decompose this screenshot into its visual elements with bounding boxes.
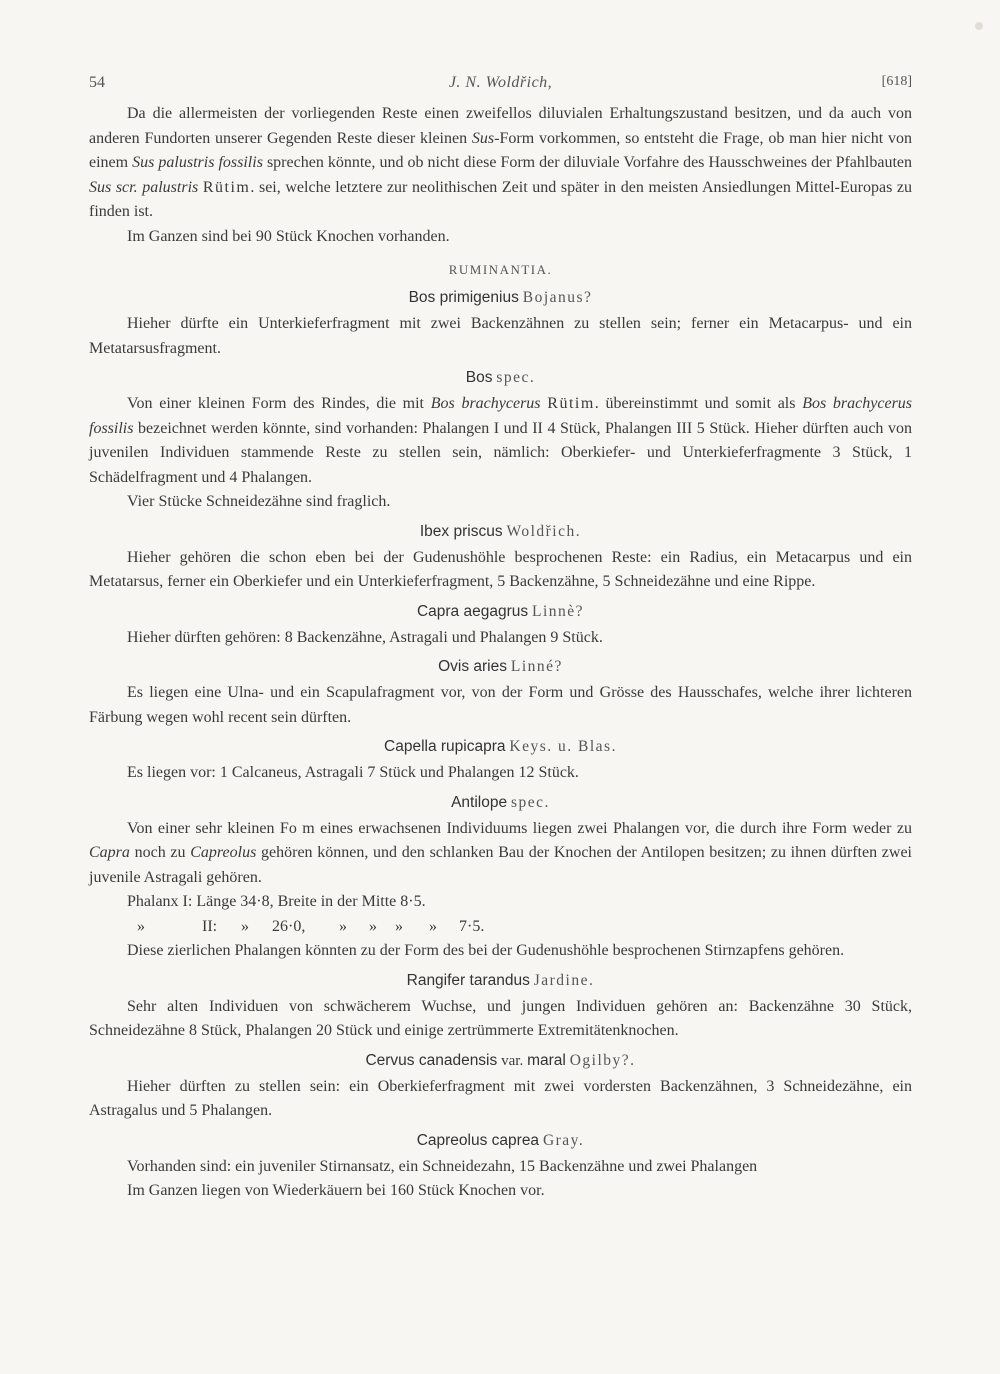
- antilope-text: Von einer sehr kleinen Fo m eines erwachsenen Individuums liegen zwei Phalangen vor, die durch ihre Form weder zu Capra noch zu Capreolus gehören können, und den schlanken Bau der Knochen der Antilopen besitzen; zu ihnen dürften zwei juvenile Astragali gehören.: [89, 819, 913, 886]
- measurement-row: [89, 915, 912, 940]
- species-heading-capreolus: Capreolus caprea Gray.: [416, 1131, 585, 1149]
- intro-total: Im Ganzen sind bei 90 Stück Knochen vorhanden.: [127, 227, 450, 245]
- ruminant-total: Im Ganzen liegen von Wiederkäuern bei 160 Stück Knochen vor.: [127, 1182, 545, 1199]
- measurement-cell: »: [395, 917, 403, 935]
- species-heading-capra: Capra aegagrus Linnè?: [416, 602, 585, 620]
- cervus-text: Hieher dürften zu stellen sein: ein Oberkieferfragment mit zwei vordersten Backenzähnen, 3 Schneidezähne, ein Astragalus und 5 Phalangen.: [89, 1077, 912, 1119]
- species-heading-ovis: Ovis aries Linné?: [438, 658, 563, 675]
- measurement-cell: »: [339, 917, 347, 935]
- antilope-note: Diese zierlichen Phalangen könnten zu der Form des bei der Gudenushöhle besprochenen Stirnzapfens gehören.: [127, 942, 845, 959]
- measurement-table: [89, 890, 912, 939]
- ibex-text: Hieher gehören die schon eben bei der Gudenushöhle besprochenen Reste: ein Radius, ein Metacarpus und ein Metatarsus, ferner ein Oberkiefer und ein Unterkieferfragment, 5 Backenzähne, 5 Schneidezähne und eine Rippe.: [89, 548, 912, 590]
- species-heading-rangifer: Rangifer tarandus Jardine.: [406, 971, 595, 989]
- running-header: [89, 74, 912, 102]
- measurement-cell: II:: [202, 917, 218, 935]
- document-page: [89, 74, 912, 1204]
- paper-speck: [975, 22, 983, 30]
- measurement-cell: »: [429, 917, 437, 935]
- species-heading-bos-spec: Bos spec.: [465, 369, 536, 386]
- measurement-row: [89, 890, 912, 915]
- bos-spec-note: Vier Stücke Schneidezähne sind fraglich.: [127, 493, 391, 510]
- species-heading-bos-primigenius: Bos primigenius Bojanus?: [408, 289, 593, 306]
- intro-paragraph: Da die allermeisten der vorliegenden Reste einen zweifellos diluvialen Erhaltungszustand besitzen, und da auch von anderen Fundorten unserer Gegenden Reste dieser kleinen Sus-Form vorkommen, so entsteht die Frage, ob man hier nicht von einem Sus palustris fossilis sprechen könnte, und ob nicht diese Form der diluviale Vorfahre des Hausschweines der Pfahlbauten Sus scr. palustris Rütim. sei, welche letztere zur neolithischen Zeit und später in den meisten Ansiedlungen Mittel-Europas zu finden ist.: [89, 105, 913, 220]
- rangifer-text: Sehr alten Individuen von schwächerem Wuchse, und jungen Individuen gehören an: Backenzähne 30 Stück, Schneidezähne 8 Stück, Phalangen 20 Stück und einige zertrümmerte Extremitätenknochen.: [89, 997, 912, 1039]
- bos-primigenius-text: Hieher dürfte ein Unterkieferfragment mit zwei Backenzähnen zu stellen sein; ferner ein Metacarpus- und ein Metatarsusfragment.: [89, 315, 912, 357]
- page-reference: [618]: [881, 74, 912, 89]
- capreolus-text: Vorhanden sind: ein juveniler Stirnansatz, ein Schneidezahn, 15 Backenzähne und zwei Phalangen: [127, 1157, 758, 1175]
- measurement-cell: 26·0,: [272, 917, 306, 935]
- measurement-cell: »: [137, 917, 145, 935]
- measurement-cell: »: [241, 917, 249, 935]
- running-author: J. N. Woldřich,: [448, 74, 553, 91]
- species-heading-antilope: Antilope spec.: [451, 793, 550, 811]
- measurement-cell: »: [369, 917, 377, 935]
- measurement-cell: Phalanx I: Länge 34·8, Breite in der Mitte 8·5.: [127, 893, 426, 910]
- species-heading-capella: Capella rupicapra Keys. u. Blas.: [384, 738, 617, 755]
- bos-spec-text: Von einer kleinen Form des Rindes, die mit Bos brachycerus Rütim. übereinstimmt und somit als Bos brachycerus fossilis bezeichnet werden könnte, sind vorhanden: Phalangen I und II 4 Stück, Phalangen III 5 Stück. Hieher dürften auch von juvenilen Individuen stammende Reste zu stellen sein, nämlich: Oberkiefer- und Unterkieferfragmente 3 Stück, 1 Schädelfragment und 4 Phalangen.: [89, 395, 913, 486]
- section-title: RUMINANTIA.: [448, 262, 553, 277]
- capella-text: Es liegen vor: 1 Calcaneus, Astragali 7 Stück und Phalangen 12 Stück.: [127, 764, 579, 781]
- page-number: 54: [89, 74, 105, 91]
- species-heading-ibex: Ibex priscus Woldřich.: [419, 522, 582, 540]
- species-heading-cervus: Cervus canadensis var. maral Ogilby?.: [365, 1051, 636, 1069]
- measurement-cell: 7·5.: [459, 917, 485, 935]
- ovis-text: Es liegen eine Ulna- und ein Scapulafragment vor, von der Form und Grösse des Hausschafes, welche ihrer lichteren Färbung wegen wohl recent sein dürften.: [89, 684, 912, 726]
- capra-text: Hieher dürften gehören: 8 Backenzähne, Astragali und Phalangen 9 Stück.: [127, 628, 603, 646]
